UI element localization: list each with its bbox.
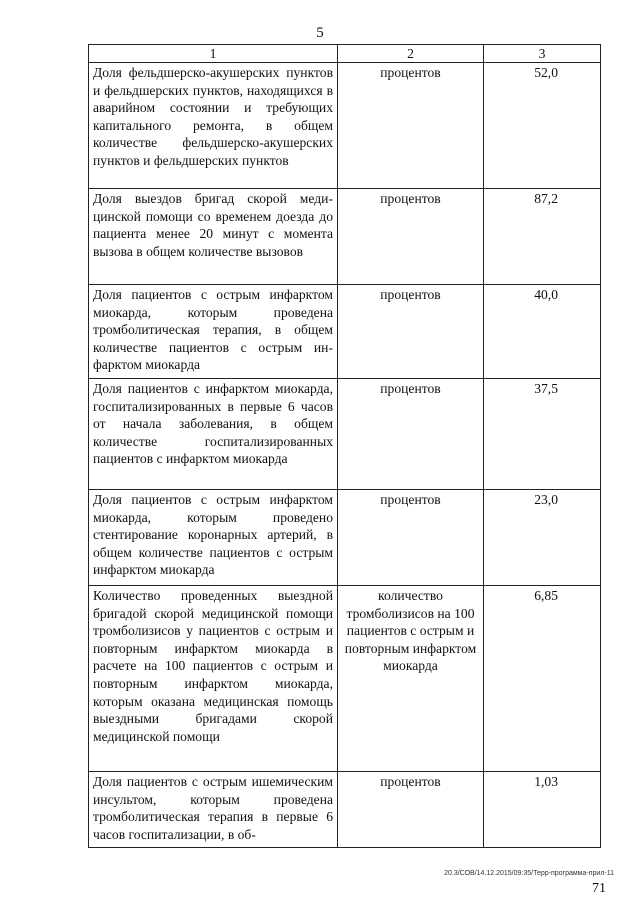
row-unit: процентов [338,189,484,285]
page-number: 5 [316,25,324,41]
row-description: Доля фельдшерско-акушерских пунктов и фельдшерских пунктов, находящихся в аварийном состоянии и требующих капитального ремонта, в общем количестве фельдшерско-акушерских пунктов и фельдшерских пунктов [89,63,338,189]
row-description: Доля пациентов с острым инфарктом миокарда, которым проведено стентирование коронарных артерий, в общем количестве пациентов с острым инфарктом миокарда [89,489,338,585]
indicators-table [88,44,601,848]
row-unit: процентов [338,489,484,585]
row-unit: процентов [338,771,484,847]
table-header [89,45,601,63]
row-value: 23,0 [484,489,601,585]
header-col-2: 2 [338,45,484,63]
document-stamp: 20.3/СОВ/14.12.2015/09:35/Терр-программа-прил-11 [444,870,614,877]
table-row [89,63,601,189]
row-description: Доля пациентов с инфарктом миокарда, госпитализированных в первые 6 часов от начала заболевания, в общем количестве госпитализированных пациентов с инфарктом миокарда [89,378,338,489]
row-value: 40,0 [484,285,601,379]
table-body [89,63,601,848]
row-unit: количество тромболизисов на 100 пациентов с острым и повторным инфарктом миокарда [338,585,484,771]
header-col-3: 3 [484,45,601,63]
table-row [89,378,601,489]
row-description: Доля выездов бригад скорой медицинской помощи со временем доезда до пациента менее 20 минут с момента вызова в общем количестве вызовов [89,189,338,285]
row-unit: процентов [338,63,484,189]
row-value: 6,85 [484,585,601,771]
row-description: Количество проведенных выездной бригадой скорой медицинской помощи тромболизисов у пациентов с острым и повторным инфарктом миокарда в расчете на 100 пациентов с острым и повторным инфарктом миокарда, которым оказана медицинская помощь выездными бригадами скорой медицинской помощи [89,585,338,771]
table-row [89,585,601,771]
row-value: 1,03 [484,771,601,847]
row-unit: процентов [338,378,484,489]
row-value: 52,0 [484,63,601,189]
sheet-number: 71 [592,881,606,896]
row-unit: процентов [338,285,484,379]
row-description: Доля пациентов с острым ишемическим инсультом, которым проведена тромболитическая терапия в первые 6 часов госпитализации, в об- [89,771,338,847]
header-col-1: 1 [89,45,338,63]
header-row [89,45,601,63]
row-description: Доля пациентов с острым инфарктом миокарда, которым проведена тромболитическая терапия, в общем количестве пациентов с острым инфарктом миокарда [89,285,338,379]
table-row [89,489,601,585]
row-value: 37,5 [484,378,601,489]
table-row [89,189,601,285]
table-row [89,285,601,379]
table-row [89,771,601,847]
row-value: 87,2 [484,189,601,285]
